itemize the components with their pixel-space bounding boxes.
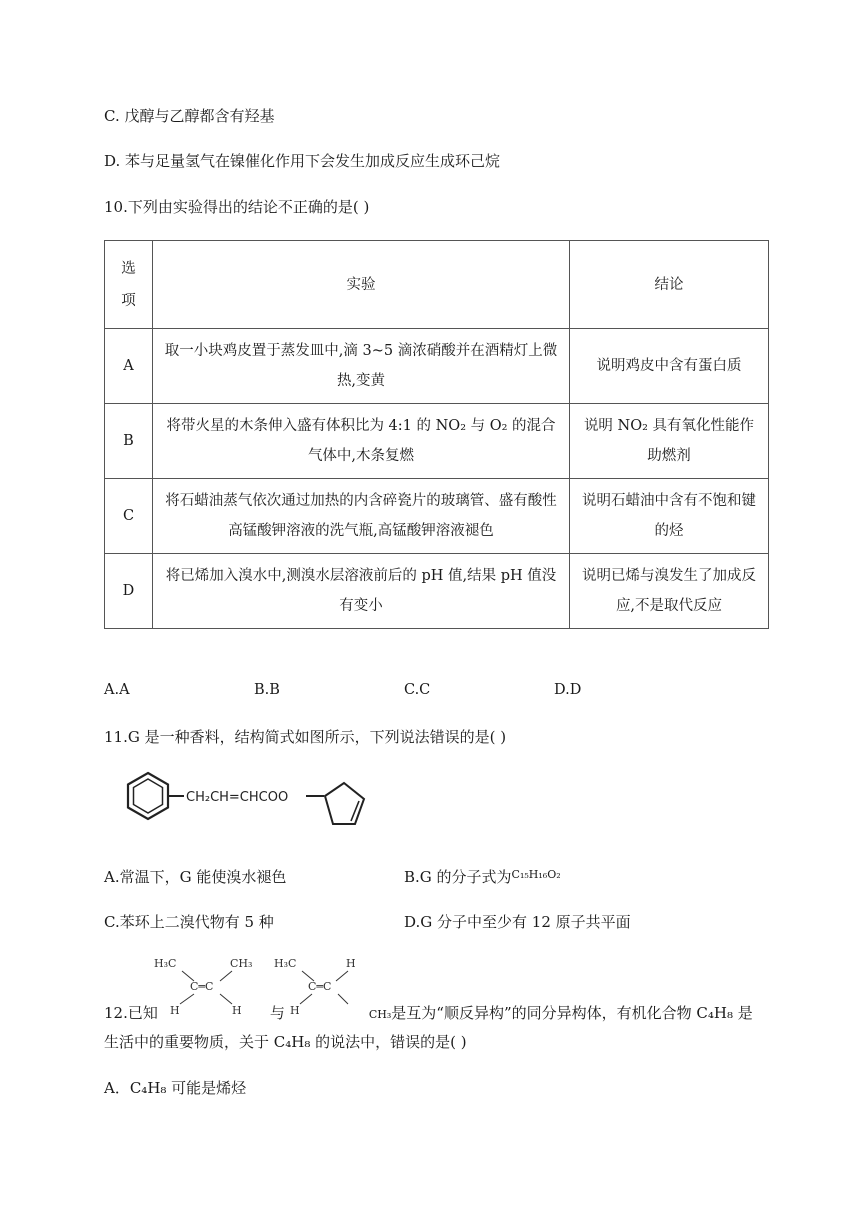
table-row xyxy=(105,404,769,479)
row-option: B xyxy=(105,404,153,479)
answer-option-b: B.B xyxy=(254,682,280,698)
q12-ch3-label: CH₃ xyxy=(368,1008,392,1021)
row-experiment: 将带火星的木条伸入盛有体积比为 4:1 的 NO₂ 与 O₂ 的混合气体中,木条复燃 xyxy=(153,404,570,479)
row-conclusion: 说明已烯与溴发生了加成反应,不是取代反应 xyxy=(570,554,769,629)
q11-option-a: A.常温下，G 能使溴水褪色 xyxy=(104,868,287,886)
q10-answer-options xyxy=(104,682,664,702)
q11-option-d: D.G 分子中至少有 12 原子共平面 xyxy=(404,913,631,931)
row-option: A xyxy=(105,329,153,404)
svg-text:H₃C: H₃C xyxy=(274,957,297,970)
q12-stem-prefix: 12.已知 xyxy=(104,1004,158,1022)
table-header-row xyxy=(105,241,769,329)
q12-stem-line2: 生活中的重要物质，关于 C₄H₈ 的说法中，错误的是( ) xyxy=(104,1033,467,1051)
row-option: D xyxy=(105,554,153,629)
header-option: 选项 xyxy=(105,241,153,329)
row-conclusion: 说明鸡皮中含有蛋白质 xyxy=(570,329,769,404)
svg-text:H: H xyxy=(290,1004,300,1016)
row-experiment: 将已烯加入溴水中,测溴水层溶液前后的 pH 值,结果 pH 值没有变小 xyxy=(153,554,570,629)
q12-option-a: A．C₄H₈ 可能是烯烃 xyxy=(104,1079,247,1097)
answer-option-a: A.A xyxy=(104,682,130,698)
molecular-formula: C₁₅H₁₆O₂ xyxy=(511,868,561,881)
q10-stem: 10.下列由实验得出的结论不正确的是( ) xyxy=(104,198,370,216)
row-conclusion: 说明石蜡油中含有不饱和键的烃 xyxy=(570,479,769,554)
q11-structure-diagram xyxy=(104,764,384,844)
answer-option-d: D.D xyxy=(554,682,582,698)
q11-stem: 11.G 是一种香料，结构简式如图所示，下列说法错误的是( ) xyxy=(104,728,507,746)
row-experiment: 将石蜡油蒸气依次通过加热的内含碎瓷片的玻璃管、盛有酸性高锰酸钾溶液的洗气瓶,高锰酸钾溶液褪色 xyxy=(153,479,570,554)
svg-text:C═C: C═C xyxy=(308,980,332,993)
header-experiment: 实验 xyxy=(153,241,570,329)
q12-stem-line1 xyxy=(104,1002,753,1023)
q12-and-word: 与 xyxy=(269,1004,285,1022)
row-conclusion: 说明 NO₂ 具有氧化性能作助燃剂 xyxy=(570,404,769,479)
row-experiment: 取一小块鸡皮置于蒸发皿中,滴 3~5 滴浓硝酸并在酒精灯上微热,变黄 xyxy=(153,329,570,404)
q10-table xyxy=(104,240,769,629)
q9-option-c: C. 戊醇与乙醇都含有羟基 xyxy=(104,107,275,125)
row-option: C xyxy=(105,479,153,554)
svg-text:H: H xyxy=(346,957,356,970)
svg-text:H₃C: H₃C xyxy=(154,957,177,970)
q11-option-c: C.苯环上二溴代物有 5 种 xyxy=(104,913,274,931)
svg-text:C═C: C═C xyxy=(190,980,214,993)
q9-option-d: D. 苯与足量氢气在镍催化作用下会发生加成反应生成环己烷 xyxy=(104,152,501,170)
svg-text:H: H xyxy=(170,1004,180,1016)
table-row xyxy=(105,329,769,404)
structure-chain-text: CH₂CH=CHCOO xyxy=(186,790,289,805)
svg-text:CH₃: CH₃ xyxy=(230,957,253,970)
table-row xyxy=(105,479,769,554)
answer-option-c: C.C xyxy=(404,682,431,698)
svg-text:H: H xyxy=(232,1004,242,1016)
q11-option-b: B.G 的分子式为$^{C_{15}H_{16}O_2}$ xyxy=(404,868,561,886)
q12-stem-suffix: 是互为“顺反异构”的同分异构体，有机化合物 C₄H₈ 是 xyxy=(391,1004,753,1022)
header-conclusion: 结论 xyxy=(570,241,769,329)
table-row xyxy=(105,554,769,629)
